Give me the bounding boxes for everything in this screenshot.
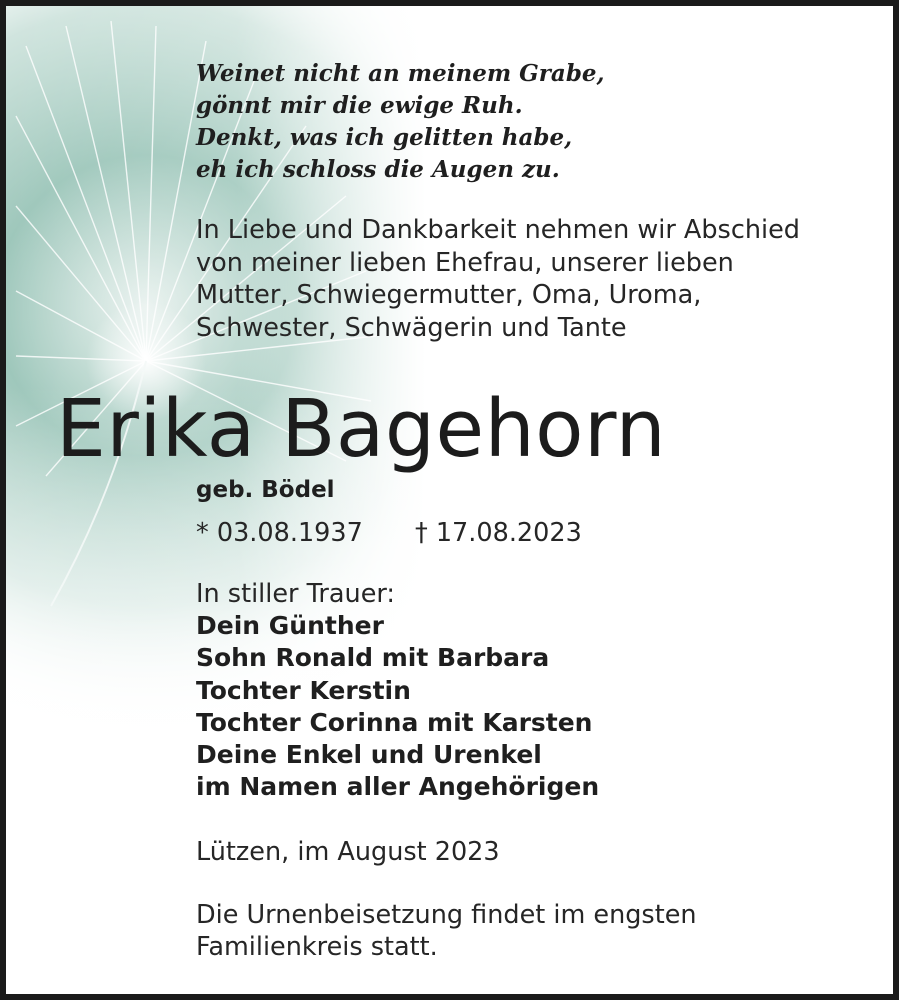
birth-name: geb. Bödel xyxy=(196,477,335,503)
intro-line: Mutter, Schwiegermutter, Oma, Uroma, xyxy=(196,280,702,310)
poem-line: Weinet nicht an meinem Grabe, xyxy=(196,60,605,87)
mourners-list xyxy=(196,610,599,804)
life-dates xyxy=(196,516,582,550)
mourner-line: im Namen aller Angehörigen xyxy=(196,772,600,802)
mourner-line: Tochter Kerstin xyxy=(196,675,411,705)
farewell-intro xyxy=(196,214,800,344)
mourner-line: Sohn Ronald mit Barbara xyxy=(196,643,550,673)
mourner-line: Dein Günther xyxy=(196,611,384,640)
poem-line: eh ich schloss die Augen zu. xyxy=(196,156,560,183)
intro-line: In Liebe und Dankbarkeit nehmen wir Abschied xyxy=(196,215,800,245)
mourners-label: In stiller Trauer: xyxy=(196,579,396,609)
death-date: † 17.08.2023 xyxy=(414,518,582,548)
intro-line: Schwester, Schwägerin und Tante xyxy=(196,312,627,343)
poem-line: Denkt, was ich gelitten habe, xyxy=(196,124,573,151)
deceased-name: Erika Bagehorn xyxy=(56,383,667,475)
place-date: Lützen, im August 2023 xyxy=(196,837,500,867)
mourner-line: Deine Enkel und Urenkel xyxy=(196,740,542,770)
mourner-line: Tochter Corinna mit Karsten xyxy=(196,707,593,737)
notice-line: Familienkreis statt. xyxy=(196,932,438,962)
poem-line: gönnt mir die ewige Ruh. xyxy=(196,92,523,119)
birth-date: * 03.08.1937 xyxy=(196,518,363,548)
burial-notice xyxy=(196,899,697,963)
poem xyxy=(196,58,605,186)
notice-line: Die Urnenbeisetzung findet im engsten xyxy=(196,900,697,930)
intro-line: von meiner lieben Ehefrau, unserer lieben xyxy=(196,247,734,278)
